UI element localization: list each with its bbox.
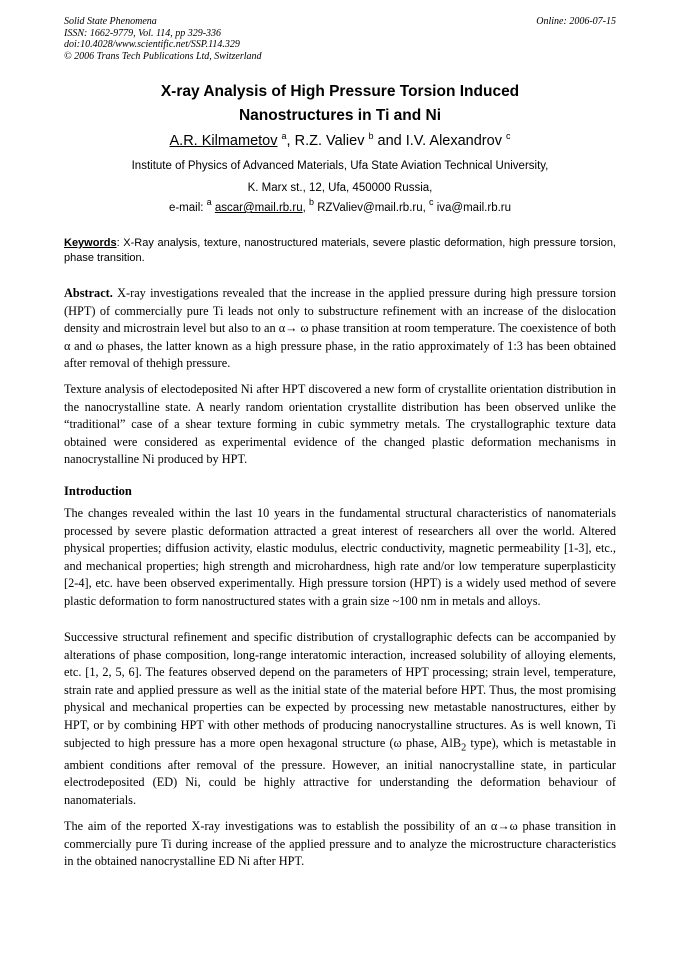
intro-p2-subscript: 2 xyxy=(461,742,467,754)
email-link-a[interactable]: ascar@mail.rb.ru xyxy=(214,202,303,214)
title-line-1: X-ray Analysis of High Pressure Torsion Induced xyxy=(160,83,520,100)
email-sep-ab: , xyxy=(302,202,309,214)
author-valiev: R.Z. Valiev xyxy=(294,133,365,149)
intro-paragraph-2 xyxy=(64,629,616,809)
intro-paragraph-3: The aim of the reported X-ray investigations was to establish the possibility of an α→ω phase transition in commercially pure Ti during increase of the applied pressure and to analyze the microstructure characteristics in the obtained nanocrystalline ED Ni after HPT. xyxy=(64,819,616,869)
author-list xyxy=(64,132,616,150)
intro-p2-part-b: type), which is metastable in ambient conditions after removal of the pressure. However, an initial nanocrystalline state, in particular electrodeposited (ED) Ni, could be highly attractive for understanding the deformation behaviour of nanomaterials. xyxy=(64,735,616,807)
introduction-heading: Introduction xyxy=(64,484,132,498)
email-sup-a: a xyxy=(206,197,212,207)
abstract-label: Abstract. xyxy=(64,286,113,300)
keywords-block xyxy=(64,236,616,265)
author-kilmametov[interactable]: A.R. Kilmametov xyxy=(169,133,278,149)
author-sup-a: a xyxy=(281,131,287,141)
author-sup-b: b xyxy=(368,131,374,141)
copyright-line: © 2006 Trans Tech Publications Ltd, Switzerland xyxy=(64,50,262,62)
intro-paragraph-1: The changes revealed within the last 10 years in the fundamental structural characteristics of nanomaterials processed by severe plastic deformation attracted a great interest of researchers all over the world. Altered physical properties; diffusion activity, elastic modulus, electric conductivity, magnetic permeability [1-3], etc., and mechanical properties; high strength and microhardness, high rate and/or low temperature superplasticity [2-4], etc. have been observed experimentally. High pressure torsion (HPT) is a widely used method of severe plastic deformation to form nanostructured states with a grain size ~100 nm in metals and alloys. xyxy=(64,506,616,608)
keywords-text: X-Ray analysis, texture, nanostructured materials, severe plastic deformation, high pressure torsion, phase transition. xyxy=(64,237,616,264)
abstract-text: X-ray investigations revealed that the increase in the applied pressure during high pressure torsion (HPT) of commercially pure Ti leads not only to substructure refinement with an increase of the dislocation density and microstrain level but also to an α→ ω phase transition at room temperature. The coexistence of both α and ω phases, the latter known as a high pressure phase, in the ratio approximately of 1:3 has been obtained after removal of thehigh pressure. xyxy=(64,286,616,371)
affiliation-line-2: K. Marx st., 12, Ufa, 450000 Russia, xyxy=(247,182,433,194)
email-line xyxy=(64,197,616,216)
online-date: Online: 2006-07-15 xyxy=(536,16,616,27)
keywords-label: Keywords xyxy=(64,237,117,249)
author-sup-c: c xyxy=(505,131,511,141)
abstract-paragraph xyxy=(64,285,616,373)
title-line-2: Nanostructures in Ti and Ni xyxy=(238,107,442,124)
doi-line: doi:10.4028/www.scientific.net/SSP.114.329 xyxy=(64,39,240,50)
email-sep-bc: , xyxy=(422,202,430,214)
email-b: RZValiev@mail.rb.ru xyxy=(317,202,423,214)
issn-line: ISSN: 1662-9779, Vol. 114, pp 329-336 xyxy=(64,27,222,39)
paper-title xyxy=(64,80,616,128)
author-sep-2: and xyxy=(373,133,406,149)
intro-p2-part-a: Successive structural refinement and specific distribution of crystallographic defects can be accompanied by alterations of phase composition, long-range interatomic interaction, increased solubility of alloying elements, etc. [1, 2, 5, 6]. The features observed depend on the parameters of HPT processing; strain level, temperature, strain rate and applied pressure as well as the initial state of the material before HPT. Thus, the most promising physical and mechanical properties can be expected by processing new metastable nanostructures, either by HPT, or by combining HPT with other methods of producing nanocrystalline structures. As is well known, Ti subjected to high pressure has a more open hexagonal structure (ω phase, AlB xyxy=(64,630,616,750)
texture-paragraph: Texture analysis of electodeposited Ni after HPT discovered a new form of crystallite orientation distribution in the nanocrystalline state. A nearly random orientation crystallite distribution has been observed unlike the “traditional” case of a shear texture forming in cubic symmetry metals. The crystallographic texture data obtained were considered as experimental evidence of the changed plastic deformation mechanisms in nanocrystalline Ni produced by HPT. xyxy=(64,382,616,467)
author-sep-1: , xyxy=(286,133,295,149)
journal-name: Solid State Phenomena xyxy=(64,16,157,27)
email-sup-b: b xyxy=(309,197,315,207)
email-sup-c: c xyxy=(429,197,434,207)
email-prefix: e-mail: xyxy=(168,202,207,214)
affiliation-line-1: Institute of Physics of Advanced Materials, Ufa State Aviation Technical University, xyxy=(131,160,549,172)
keywords-colon: : xyxy=(116,237,120,249)
journal-header xyxy=(64,16,616,62)
email-c: iva@mail.rb.ru xyxy=(436,202,512,214)
author-alexandrov: I.V. Alexandrov xyxy=(405,133,502,149)
